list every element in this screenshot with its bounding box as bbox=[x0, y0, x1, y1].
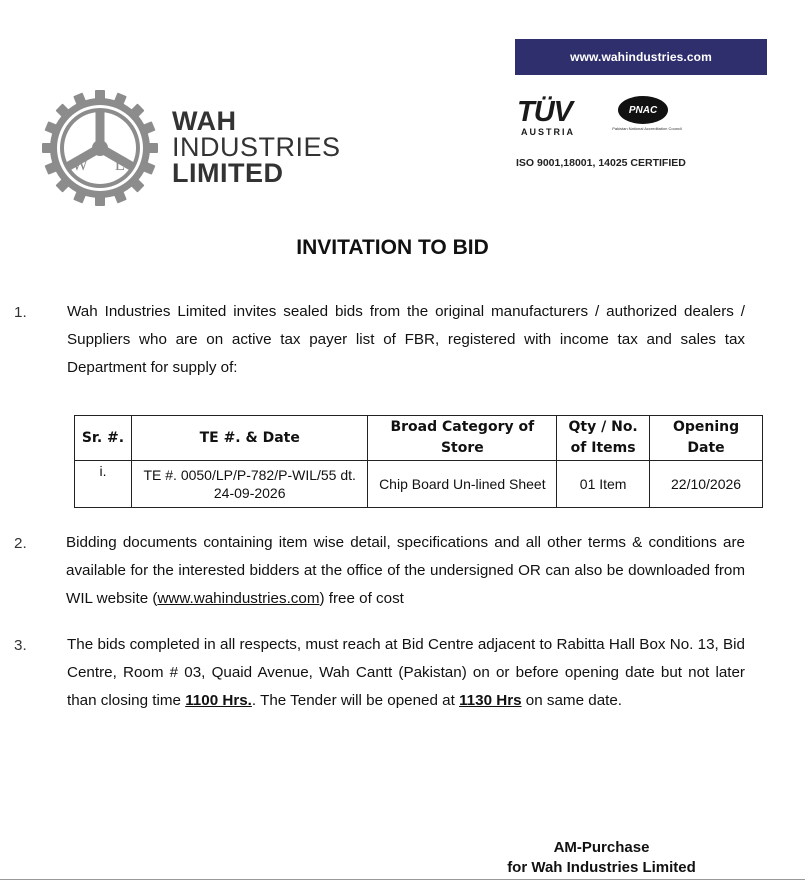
logo-letter-w: W bbox=[71, 155, 89, 174]
para3-text-part1: The bids completed in all respects, must reach at Bid Centre adjacent to Rabitta Hall Box No. 13, Bid Centre, Room # 03, Quaid Avenue, Wah Cantt (Pakistan) on or before opening date but not later than closing time bbox=[67, 636, 745, 709]
company-name-line1: WAH bbox=[172, 106, 237, 136]
pnac-subtitle: Pakistan National Accreditation Council bbox=[612, 126, 682, 131]
table-row bbox=[75, 461, 763, 508]
para2-text-before: Bidding documents containing item wise detail, specifications and all other terms & conditions are available for the interested bidders at the office of the undersigned OR can also be downloaded from WIL website ( bbox=[66, 534, 745, 607]
opening-time: 1130 Hrs bbox=[459, 692, 522, 709]
cell-te: TE #. 0050/LP/P-782/P-WIL/55 dt. 24-09-2026 bbox=[131, 461, 368, 508]
signature-company: for Wah Industries Limited bbox=[507, 859, 696, 876]
header-qty: Qty / No. of Items bbox=[557, 416, 650, 461]
para1-number: 1. bbox=[14, 304, 27, 321]
table-header-row bbox=[75, 416, 763, 461]
signature-title: AM-Purchase bbox=[553, 839, 650, 856]
iso-certification-text: ISO 9001,18001, 14025 CERTIFIED bbox=[516, 157, 686, 169]
para3-number: 3. bbox=[14, 637, 27, 654]
logo-letter-i: I bbox=[97, 119, 103, 138]
company-name bbox=[172, 108, 341, 186]
header-category: Broad Category of Store bbox=[368, 416, 557, 461]
header-opening: Opening Date bbox=[650, 416, 763, 461]
para2-text-after: ) free of cost bbox=[319, 590, 404, 607]
pnac-mark: PNAC bbox=[618, 96, 668, 124]
cell-category: Chip Board Un-lined Sheet bbox=[368, 461, 557, 508]
para3-text bbox=[67, 631, 745, 715]
logo-letter-l: L bbox=[114, 155, 126, 174]
para3-text-part2: . The Tender will be opened at bbox=[251, 692, 460, 709]
tuv-subtitle: AUSTRIA bbox=[521, 127, 575, 137]
header-te: TE #. & Date bbox=[131, 416, 368, 461]
document-title: INVITATION TO BID bbox=[296, 236, 489, 259]
cell-qty: 01 Item bbox=[557, 461, 650, 508]
company-gear-logo bbox=[40, 88, 160, 208]
header-sr: Sr. #. bbox=[75, 416, 132, 461]
company-name-line2: INDUSTRIES bbox=[172, 132, 341, 162]
website-text: www.wahindustries.com bbox=[570, 50, 712, 64]
para1-text: Wah Industries Limited invites sealed bids from the original manufacturers / authorized dealers / Suppliers who are on active tax payer list of FBR, registered with income tax and sales tax Department for supply of: bbox=[67, 303, 745, 376]
page-bottom-divider bbox=[0, 879, 805, 880]
cell-sr: i. bbox=[75, 461, 132, 508]
company-name-line3: LIMITED bbox=[172, 158, 284, 188]
bid-items-table bbox=[74, 415, 763, 508]
tuv-mark: TÜV bbox=[517, 96, 572, 128]
pnac-certification-logo bbox=[605, 96, 685, 136]
para3-text-part3: on same date. bbox=[521, 692, 623, 709]
closing-time: 1100 Hrs. bbox=[185, 692, 252, 709]
para2-text bbox=[66, 529, 745, 613]
signature-block bbox=[490, 838, 713, 878]
website-link[interactable]: www.wahindustries.com bbox=[157, 590, 320, 607]
tuv-certification-logo bbox=[517, 97, 581, 137]
website-banner bbox=[515, 39, 767, 75]
para2-number: 2. bbox=[14, 535, 27, 552]
cell-opening: 22/10/2026 bbox=[650, 461, 763, 508]
